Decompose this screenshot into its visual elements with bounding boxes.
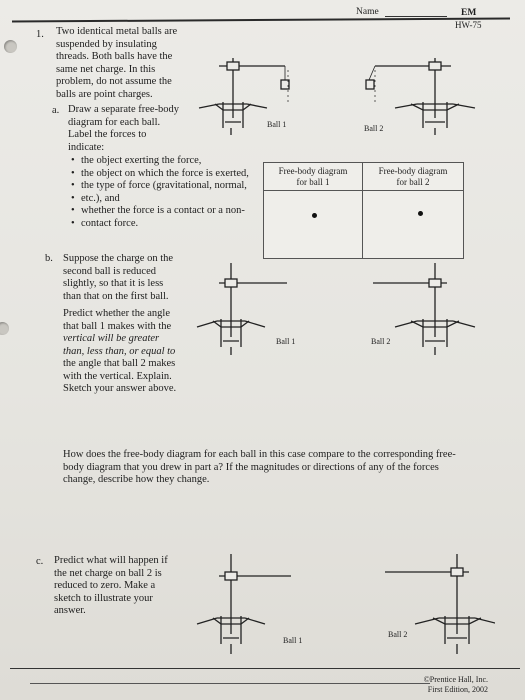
part-c-line: sketch to illustrate your [54, 592, 153, 604]
part-b-line: than that on the first ball. [63, 290, 169, 302]
part-a-letter: a. [52, 105, 60, 116]
ball-2-label: Ball 2 [364, 124, 384, 133]
part-a-line: Draw a separate free-body [68, 104, 180, 115]
predict-line: than, less than, or equal to [63, 345, 176, 357]
name-blank [385, 16, 447, 17]
binder-hole-top [4, 40, 17, 53]
problem-intro [56, 26, 216, 101]
bullet-item-continued: • contact force. [81, 218, 276, 231]
ball-2-label: Ball 2 [371, 337, 391, 346]
footer-rule [30, 683, 430, 684]
thread [369, 66, 375, 80]
part-c-line: reduced to zero. Make a [54, 580, 156, 591]
part-a-line: indicate: [68, 141, 105, 153]
predict-line: that ball 1 makes with the [63, 320, 172, 332]
worksheet-code: EM [461, 8, 477, 18]
worksheet-code-number: HW-75 [455, 20, 482, 30]
part-b-line: second ball is reduced [63, 265, 157, 277]
part-c-line: Predict what will happen if [54, 555, 168, 566]
fbd-subtitle: for ball 1 [296, 177, 330, 187]
ball-2-shape [366, 80, 374, 89]
predict-line: Sketch your answer above. [63, 383, 177, 394]
name-label: Name [356, 7, 379, 17]
part-b-text [63, 253, 198, 303]
footer-rule [10, 668, 520, 669]
part-b-line: Suppose the charge on the [63, 253, 174, 264]
bullet-item: • the object on which the force is exerted, [81, 168, 276, 181]
part-b-compare [63, 449, 503, 487]
fbd-subtitle: for ball 2 [396, 177, 430, 187]
predict-line: vertical will be greater [63, 333, 160, 344]
fbd-divider [363, 190, 463, 191]
part-b-predict [63, 308, 213, 396]
part-b-line: slightly, so that it is less [63, 278, 164, 289]
predict-line: Predict whether the angle [63, 308, 170, 319]
header-rule [12, 17, 510, 22]
fbd-title: Free-body diagram [278, 166, 348, 176]
ball-1-label: Ball 1 [267, 120, 287, 129]
bullet-item: • whether the force is a contact or a non- [81, 205, 276, 218]
part-c-letter: c. [36, 556, 44, 567]
fbd-box-ball-1 [263, 162, 363, 259]
intro-line: suspended by insulating [56, 38, 157, 50]
part-b-letter: b. [45, 253, 53, 264]
fbd-title: Free-body diagram [378, 166, 448, 176]
intro-line: balls are point charges. [56, 88, 153, 100]
binder-hole-middle [0, 322, 9, 335]
apparatus-figure-a [195, 40, 495, 145]
predict-line: with the vertical. Explain. [63, 370, 172, 382]
apparatus-figure-b [195, 255, 495, 365]
ball-1-dot [312, 213, 317, 218]
ball-2-label: Ball 2 [388, 630, 408, 639]
copyright [400, 675, 488, 695]
bullet-item-continued: • etc.), and [81, 193, 276, 206]
compare-line: body diagram that you drew in part a? If the magnitudes or directions of any of the forces [63, 461, 439, 473]
part-a-line: Label the forces to [68, 129, 147, 140]
part-c-text [54, 555, 204, 618]
ball-1-label: Ball 1 [283, 636, 303, 645]
intro-line: Two identical metal balls are [56, 26, 178, 37]
part-c-line: answer. [54, 605, 86, 616]
apparatus-figure-c [195, 548, 495, 663]
bullet-item: • the object exerting the force, [81, 155, 276, 168]
compare-line: change, describe how they change. [63, 474, 210, 485]
intro-line: problem, do not assume the [56, 76, 172, 87]
part-c-line: the net charge on ball 2 is [54, 567, 162, 579]
ball-2-dot [418, 211, 423, 216]
edition-line: First Edition, 2002 [427, 685, 488, 694]
part-a-bullets [70, 155, 276, 230]
ball-1-label: Ball 1 [276, 337, 296, 346]
fbd-divider [264, 190, 362, 191]
bullet-item: • the type of force (gravitational, normal, [81, 180, 276, 193]
copyright-line: ©Prentice Hall, Inc. [423, 675, 488, 684]
intro-line: threads. Both balls have the [56, 51, 173, 62]
fbd-box-ball-2 [362, 162, 464, 259]
part-a-text [68, 104, 208, 154]
part-a-line: diagram for each ball. [68, 116, 161, 128]
predict-line: the angle that ball 2 makes [63, 358, 176, 369]
compare-line: How does the free-body diagram for each ball in this case compare to the corresponding free- [63, 449, 456, 460]
problem-number: 1. [36, 29, 44, 40]
intro-line: same net charge. In this [56, 63, 156, 75]
